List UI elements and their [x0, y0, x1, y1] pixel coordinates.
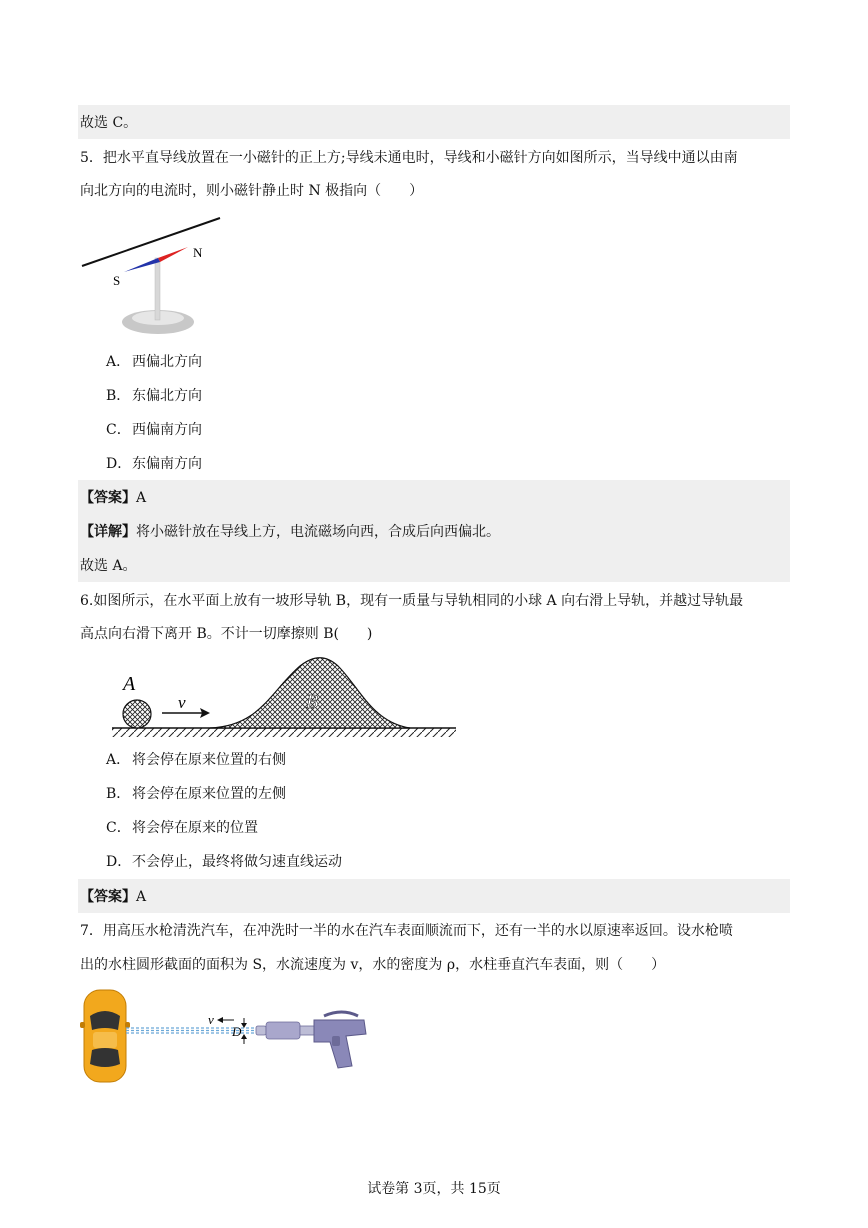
- velocity-label-v: v: [178, 693, 186, 712]
- compass-stand: [155, 258, 160, 320]
- prev-conclusion: 故选 C。: [80, 115, 138, 131]
- q5-option-a: A． 西偏北方向: [106, 354, 202, 370]
- water-gun-image: [256, 1012, 366, 1068]
- track-label-b: B: [306, 691, 319, 713]
- q5-conclusion: 故选 A。: [80, 558, 137, 574]
- q5-answer: 【答案】A: [80, 490, 147, 506]
- needle-label-n: N: [193, 245, 203, 260]
- q6-option-b: B． 将会停在原来位置的左侧: [106, 786, 286, 802]
- q5-option-b: B． 东偏北方向: [106, 388, 202, 404]
- needle-north-half: [158, 247, 188, 262]
- conclusion-band-prev: [78, 105, 790, 139]
- q6-answer: 【答案】A: [80, 889, 147, 905]
- q5-detail: 【详解】将小磁针放在导线上方，电流磁场向西，合成后向西偏北。: [80, 524, 500, 540]
- q5-compass-figure: [80, 212, 230, 338]
- q5-option-d: D．东偏南方向: [106, 456, 202, 472]
- q6-answer-band: [78, 879, 790, 913]
- q6-option-c: C．将会停在原来的位置: [106, 820, 258, 836]
- needle-label-s: S: [113, 273, 121, 288]
- q7-stem-line2: 出的水柱圆形截面的面积为 S，水流速度为 v，水的密度为 ρ，水柱垂直汽车表面，则（ ）: [80, 957, 666, 973]
- q5-stem-line2: 向北方向的电流时，则小磁针静止时 N 极指向（ ）: [80, 183, 424, 199]
- diameter-label-d: D: [232, 1024, 242, 1039]
- q5-option-c: C．西偏南方向: [106, 422, 202, 438]
- ground-hatch: [112, 728, 456, 737]
- q6-option-d: D．不会停止，最终将做匀速直线运动: [106, 854, 342, 870]
- car-image: [80, 990, 130, 1082]
- q7-water-gun-figure: [80, 986, 370, 1088]
- q5-stem-line1: 5．把水平直导线放置在一小磁针的正上方;导线未通电时，导线和小磁针方向如图所示，当导线中通以由南: [80, 150, 738, 166]
- velocity-label-v: v: [208, 1012, 214, 1027]
- q7-stem-line1: 7．用高压水枪清洗汽车，在冲洗时一半的水在汽车表面顺流而下，还有一半的水以原速率返回。设水枪喷: [80, 923, 733, 939]
- ball-label-a: A: [123, 673, 136, 695]
- q6-track-figure: [110, 652, 460, 744]
- q6-stem-line1: 6.如图所示，在水平面上放有一坡形导轨 B，现有一质量与导轨相同的小球 A 向右滑上导轨，并越过导轨最: [80, 593, 744, 609]
- q6-stem-line2: 高点向右滑下离开 B。不计一切摩擦则 B( ): [80, 626, 373, 642]
- q6-option-a: A． 将会停在原来位置的右侧: [106, 752, 286, 768]
- ball-a: [123, 700, 151, 728]
- needle-south-half: [124, 258, 160, 272]
- page-footer: 试卷第 3页，共 15页: [367, 1181, 501, 1197]
